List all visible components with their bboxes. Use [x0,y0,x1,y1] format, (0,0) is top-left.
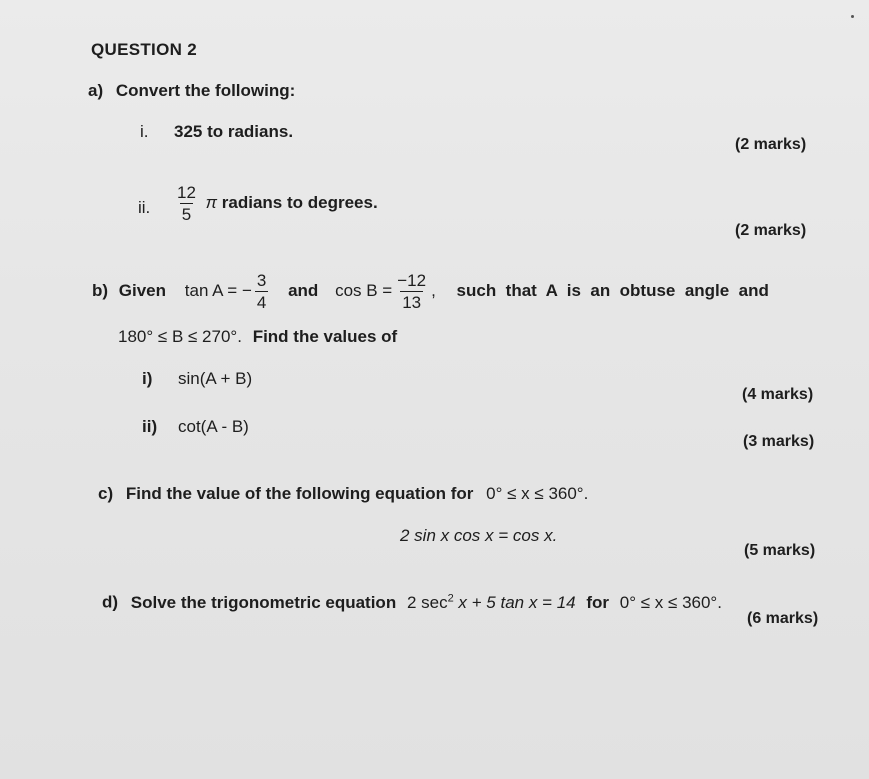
part-a-intro: Convert the following: [115,81,296,100]
part-d-line [102,592,722,613]
part-c-marks: (5 marks) [744,542,816,559]
question-title: QUESTION 2 [91,40,197,59]
sec-part: 2 sec [406,592,448,612]
sec-exponent: 2 [447,592,454,604]
part-a-ii-marks: (2 marks) [735,222,807,239]
part-a-i-label: i. [140,122,149,141]
fraction-denominator: 5 [181,205,192,224]
part-a-i-marks: (2 marks) [735,136,807,153]
and-word: and [288,280,319,300]
tan-expression [184,271,276,312]
part-b-ii-label: ii) [142,417,158,436]
cos-lhs: cos B = [335,280,393,300]
part-d-marks: (6 marks) [747,610,819,627]
part-b-ii-marks: (3 marks) [743,433,815,450]
part-a-label: a) [88,81,104,100]
part-a [88,81,295,101]
comma: , [431,280,436,300]
cos-denominator: 13 [402,293,422,312]
b-range: 180° ≤ B ≤ 270°. [118,327,242,346]
tan-numerator: 3 [256,271,267,290]
pi-symbol: π [205,192,218,212]
part-a-i-text: 325 to radians. [174,122,294,141]
part-a-ii-label: ii. [138,198,151,217]
part-c-range: 0° ≤ x ≤ 360°. [486,484,589,503]
tan-lhs: tan A = − [184,280,252,300]
part-d-label: d) [102,592,119,612]
part-b-label: b) [92,280,109,300]
part-c-line [98,484,588,504]
given-word: Given [118,280,167,300]
tan-denominator: 4 [256,293,267,312]
fraction-numerator: 12 [177,183,196,202]
part-d-text: Solve the trigonometric equation [130,592,397,612]
part-a-ii-expression [172,184,378,223]
part-b-line2 [118,327,397,347]
part-c-text: Find the value of the following equation for [125,484,474,503]
tan-part: x + 5 tan x = 14 [453,592,576,612]
part-b-i-marks: (4 marks) [742,386,814,403]
part-b-ii-expr: cot(A - B) [178,417,249,436]
part-c-equation: 2 sin x cos x = cos x. [400,526,558,545]
speck [851,15,854,18]
fraction-3-4 [255,272,268,311]
part-b-i-label: i) [142,369,153,388]
such-that-text: such that A is an obtuse angle and [456,280,769,300]
part-d-range: 0° ≤ x ≤ 360°. [619,592,722,612]
fraction-12-5 [175,184,198,223]
cos-numerator: −12 [397,271,427,290]
cos-expression [335,271,440,312]
find-values-text: Find the values of [252,327,398,346]
part-c-label: c) [98,484,114,503]
part-d-equation [407,593,576,612]
part-b-line1 [92,272,769,311]
part-b-i-expr: sin(A + B) [178,369,253,388]
part-a-ii-text: radians to degrees. [221,192,378,212]
for-word: for [586,592,610,612]
fraction-neg12-13 [395,272,428,311]
